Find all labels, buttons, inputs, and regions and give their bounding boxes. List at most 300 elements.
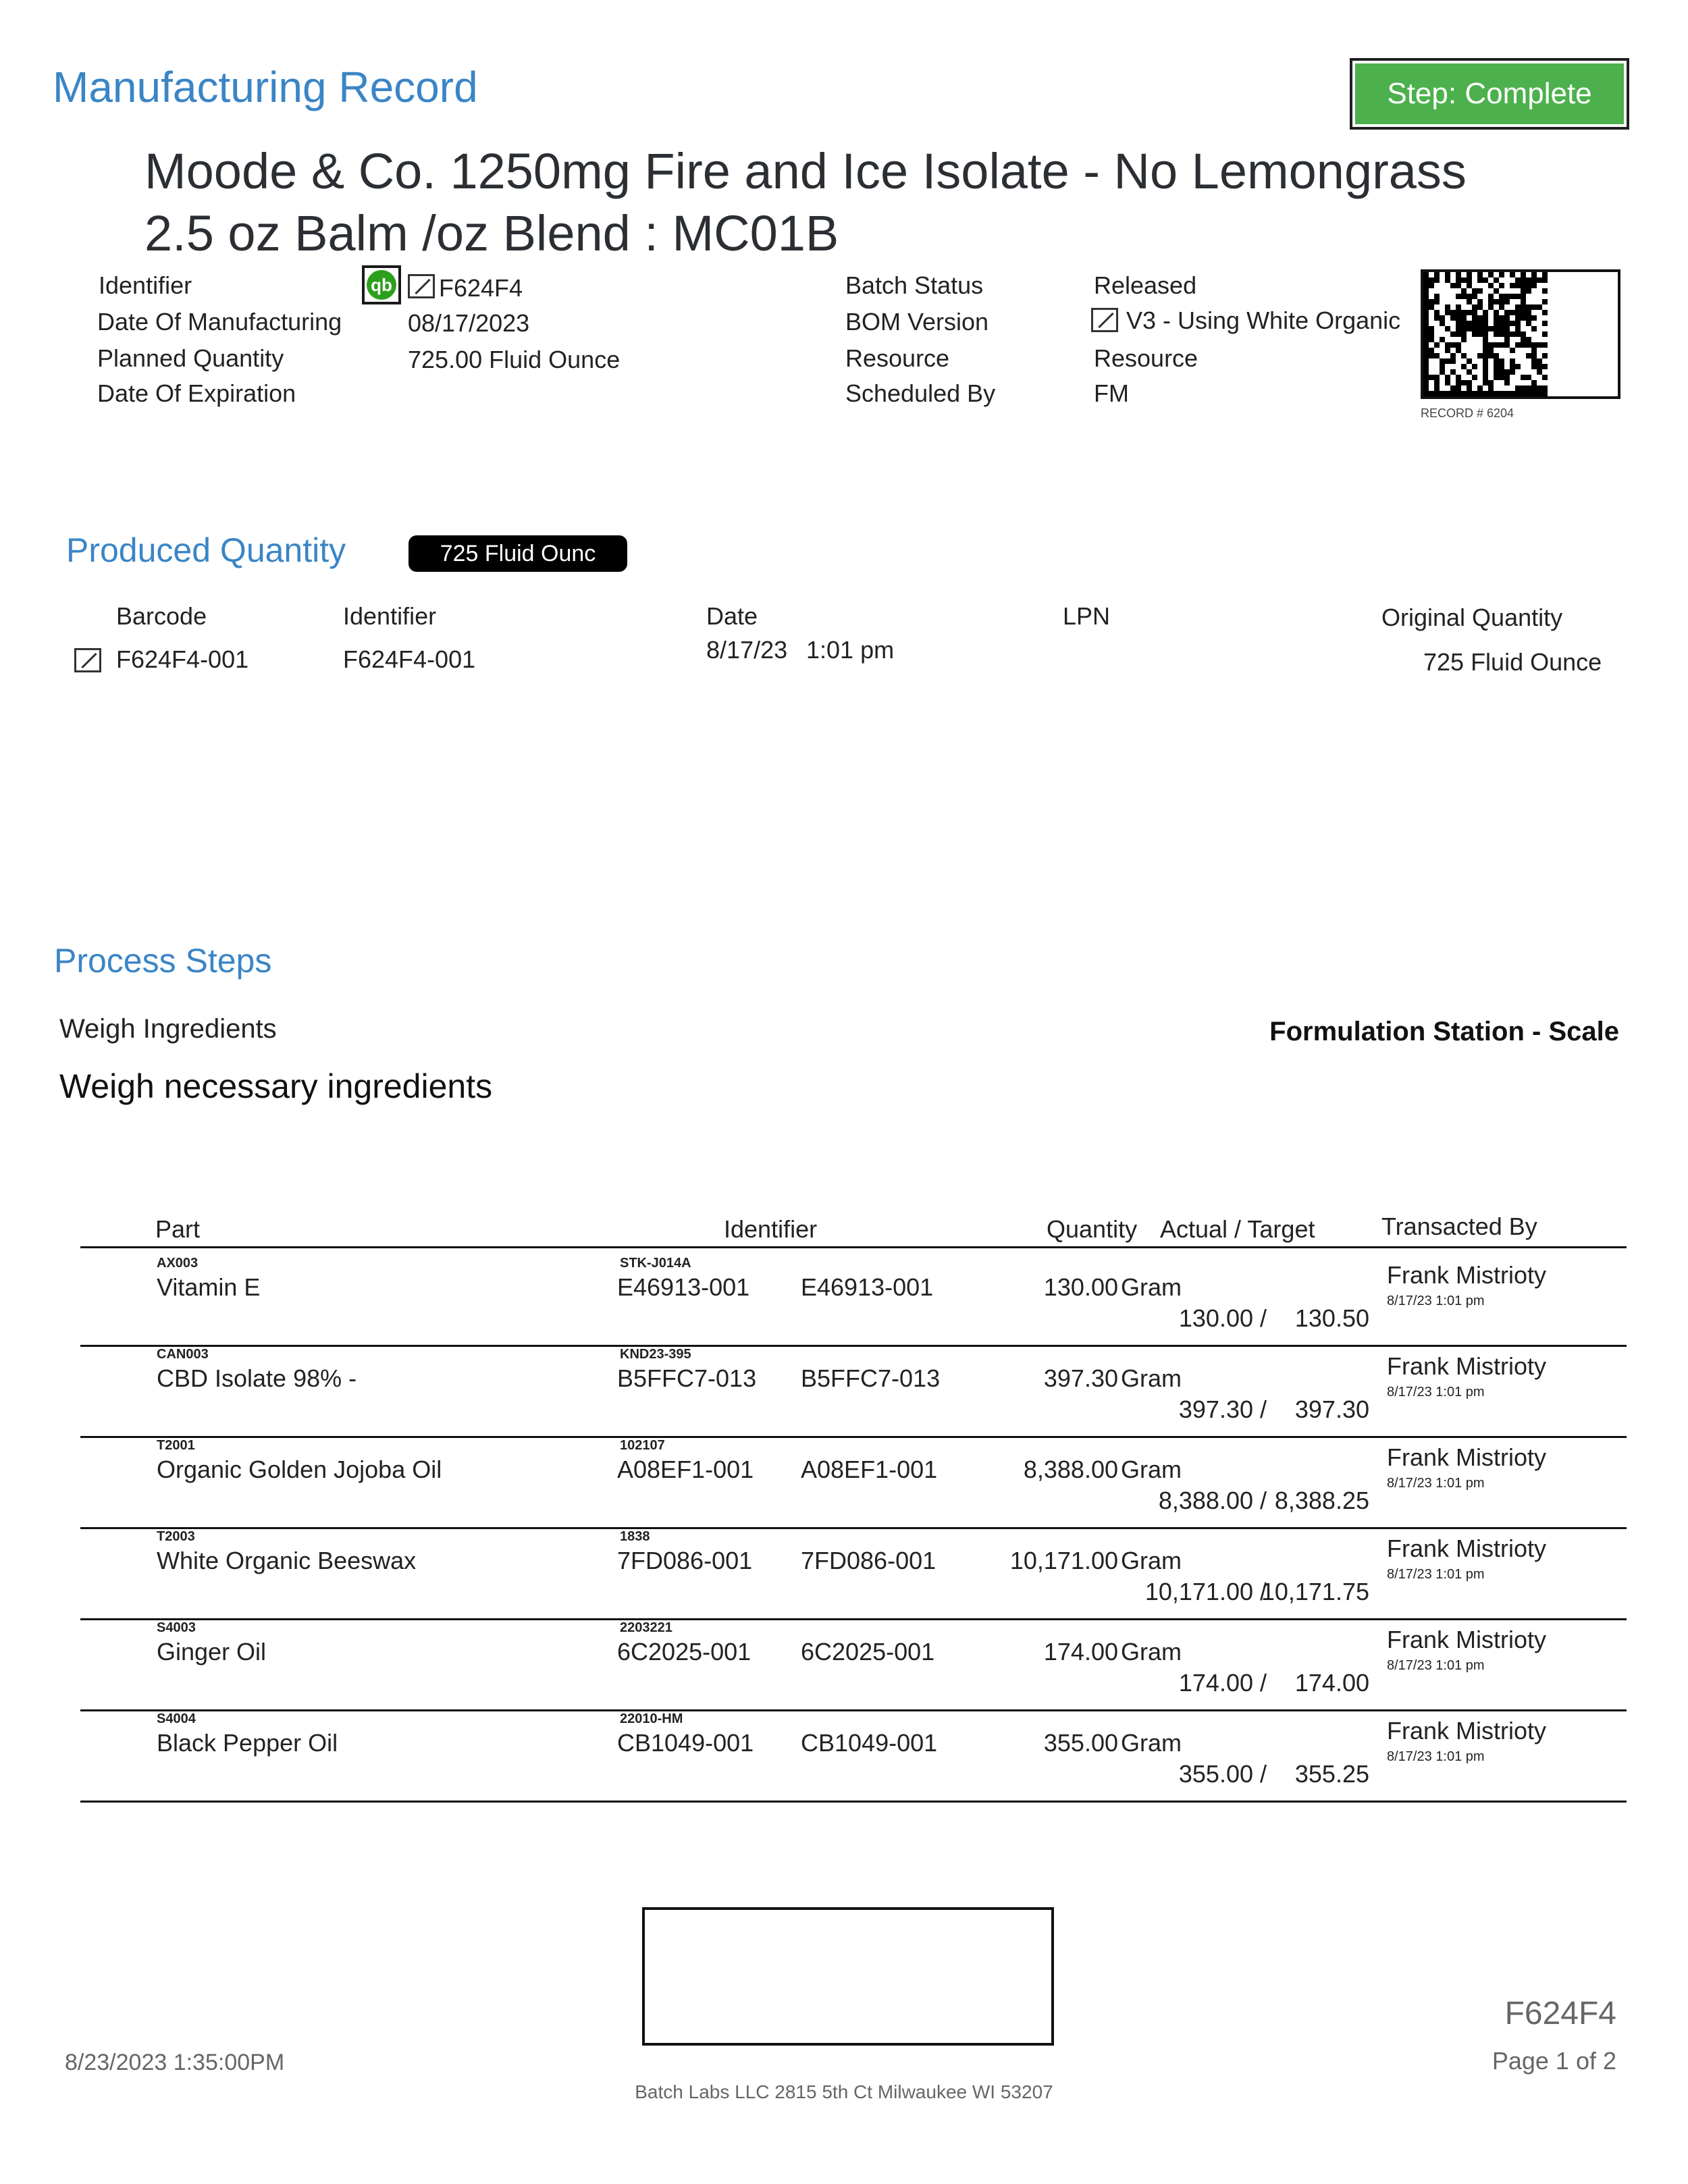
target-value: 10,171.75: [1261, 1578, 1369, 1605]
barcode-module: [1521, 294, 1526, 299]
produced-identifier: F624F4-001: [343, 645, 476, 673]
actual-value: 397.30 /: [1178, 1395, 1267, 1423]
barcode-module: [1510, 391, 1515, 396]
barcode-module: [1488, 299, 1494, 304]
barcode-module: [1423, 272, 1429, 277]
barcode-module: [1467, 385, 1472, 391]
barcode-module: [1494, 326, 1499, 331]
barcode-module: [1488, 391, 1494, 396]
barcode-module: [1477, 288, 1483, 294]
station-name: Formulation Station - Scale: [1269, 1017, 1619, 1046]
barcode-module: [1499, 304, 1504, 310]
barcode-module: [1499, 391, 1504, 396]
col-ing-identifier: Identifier: [724, 1215, 818, 1243]
barcode-module: [1429, 283, 1434, 288]
transacted-by-user: Frank Mistrioty: [1387, 1261, 1547, 1289]
barcode-module: [1499, 369, 1504, 375]
barcode-module: [1526, 337, 1531, 342]
barcode-module: [1461, 391, 1467, 396]
barcode-module: [1494, 375, 1499, 380]
barcode-module: [1472, 310, 1477, 315]
actual-value: 8,388.00 /: [1158, 1487, 1267, 1514]
barcode-module: [1494, 299, 1499, 304]
part-code: T2001: [157, 1438, 195, 1453]
part-name: Ginger Oil: [157, 1638, 267, 1666]
barcode-module: [1510, 364, 1515, 369]
barcode-module: [1515, 277, 1521, 283]
barcode-module: [1461, 353, 1467, 358]
barcode-module: [1510, 321, 1515, 326]
barcode-module: [1531, 385, 1537, 391]
barcode-module: [1450, 331, 1456, 337]
target-value: 8,388.25: [1274, 1487, 1369, 1514]
barcode-module: [1494, 358, 1499, 364]
barcode-module: [1515, 304, 1521, 310]
barcode-module: [1521, 375, 1526, 380]
date-mfg-label: Date Of Manufacturing: [97, 308, 342, 336]
barcode-module: [1531, 358, 1537, 364]
barcode-module: [1483, 369, 1488, 375]
barcode-module: [1467, 326, 1472, 331]
barcode-module: [1515, 283, 1521, 288]
barcode-module: [1521, 304, 1526, 310]
barcode-module: [1531, 380, 1537, 385]
barcode-module: [1499, 331, 1504, 337]
barcode-module: [1494, 353, 1499, 358]
external-link-icon[interactable]: [408, 274, 435, 298]
barcode-module: [1526, 342, 1531, 348]
barcode-module: [1456, 375, 1461, 380]
barcode-module: [1515, 385, 1521, 391]
barcode-module: [1483, 380, 1488, 385]
bom-version-value: V3 - Using White Organic: [1126, 307, 1401, 334]
barcode-module: [1477, 326, 1483, 331]
barcode-module: [1456, 294, 1461, 299]
barcode-module: [1515, 391, 1521, 396]
barcode-module: [1499, 358, 1504, 364]
transacted-at: 8/17/23 1:01 pm: [1387, 1749, 1485, 1764]
col-transacted-by: Transacted By: [1381, 1213, 1537, 1240]
quantity-value: 355.00: [1043, 1729, 1118, 1757]
barcode-module: [1526, 310, 1531, 315]
barcode-module: [1461, 315, 1467, 321]
barcode-module: [1456, 380, 1461, 385]
barcode-module: [1434, 375, 1440, 380]
barcode-module: [1488, 294, 1494, 299]
col-original-quantity: Original Quantity: [1381, 604, 1563, 631]
barcode-module: [1488, 380, 1494, 385]
barcode-module: [1504, 380, 1510, 385]
footer-page-number: Page 1 of 2: [1492, 2047, 1616, 2075]
barcode-module: [1450, 385, 1456, 391]
barcode-module: [1537, 385, 1542, 391]
barcode-module: [1542, 310, 1548, 315]
barcode-module: [1537, 277, 1542, 283]
lot-number: KND23-395: [620, 1347, 691, 1362]
barcode-module: [1531, 277, 1537, 283]
barcode-module: [1499, 342, 1504, 348]
barcode-module: [1488, 348, 1494, 353]
barcode-module: [1467, 369, 1472, 375]
barcode-module: [1477, 272, 1483, 277]
barcode-module: [1423, 337, 1429, 342]
barcode-module: [1477, 315, 1483, 321]
barcode-module: [1542, 299, 1548, 304]
barcode-module: [1537, 358, 1542, 364]
barcode-module: [1488, 326, 1494, 331]
barcode-module: [1461, 277, 1467, 283]
part-code: AX003: [157, 1256, 199, 1271]
barcode-module: [1429, 331, 1434, 337]
quantity-unit: Gram: [1121, 1729, 1182, 1757]
target-value: 397.30: [1294, 1395, 1369, 1423]
barcode-module: [1429, 391, 1434, 396]
barcode-module: [1515, 310, 1521, 315]
product-title-line1: Moode & Co. 1250mg Fire and Ice Isolate - No Lemongrass: [144, 143, 1467, 199]
scheduled-by-label: Scheduled By: [845, 379, 996, 407]
barcode-module: [1499, 299, 1504, 304]
product-title: [144, 140, 1467, 265]
planned-qty-label: Planned Quantity: [97, 344, 284, 372]
row-divider: [80, 1618, 1627, 1620]
barcode-module: [1526, 315, 1531, 321]
barcode-module: [1515, 321, 1521, 326]
barcode-module: [1483, 375, 1488, 380]
barcode-module: [1531, 315, 1537, 321]
barcode-module: [1423, 321, 1429, 326]
barcode-module: [1450, 391, 1456, 396]
barcode-module: [1483, 364, 1488, 369]
barcode-module: [1434, 294, 1440, 299]
barcode-module: [1504, 342, 1510, 348]
target-value: 174.00: [1294, 1669, 1369, 1697]
barcode-module: [1494, 391, 1499, 396]
barcode-module: [1456, 331, 1461, 337]
barcode-module: [1450, 353, 1456, 358]
planned-qty-value: 725.00 Fluid Ounce: [408, 346, 621, 373]
part-name: White Organic Beeswax: [157, 1547, 417, 1574]
barcode-module: [1504, 294, 1510, 299]
barcode-module: [1440, 364, 1445, 369]
barcode-module: [1504, 299, 1510, 304]
barcode-module: [1477, 277, 1483, 283]
barcode-module: [1456, 342, 1461, 348]
target-value: 355.25: [1294, 1760, 1369, 1788]
barcode-module: [1531, 391, 1537, 396]
barcode-module: [1488, 342, 1494, 348]
col-date: Date: [706, 602, 758, 630]
barcode-module: [1542, 321, 1548, 326]
barcode-module: [1488, 283, 1494, 288]
actual-value: 10,171.00 /: [1144, 1578, 1267, 1605]
record-barcode-pattern: [1423, 272, 1548, 396]
barcode-module: [1461, 331, 1467, 337]
col-quantity: Quantity: [1047, 1215, 1138, 1243]
barcode-module: [1461, 326, 1467, 331]
barcode-module: [1521, 337, 1526, 342]
barcode-module: [1494, 288, 1499, 294]
barcode-module: [1542, 331, 1548, 337]
lot-number: 102107: [620, 1438, 665, 1453]
barcode-module: [1423, 353, 1429, 358]
barcode-module: [1450, 358, 1456, 364]
part-name: Vitamin E: [157, 1273, 261, 1301]
quantity-unit: Gram: [1121, 1273, 1182, 1301]
barcode-module: [1434, 380, 1440, 385]
part-code: S4003: [157, 1620, 196, 1635]
barcode-module: [1423, 294, 1429, 299]
product-title-line2: 2.5 oz Balm /oz Blend : MC01B: [144, 205, 839, 261]
barcode-module: [1423, 375, 1429, 380]
barcode-module: [1445, 380, 1450, 385]
identifier-secondary: A08EF1-001: [801, 1456, 938, 1483]
barcode-module: [1456, 277, 1461, 283]
quickbooks-icon[interactable]: [362, 265, 401, 304]
actual-value: 355.00 /: [1178, 1760, 1267, 1788]
barcode-module: [1472, 364, 1477, 369]
barcode-module: [1477, 321, 1483, 326]
identifier-secondary: CB1049-001: [801, 1729, 938, 1757]
barcode-module: [1515, 326, 1521, 331]
barcode-module: [1483, 277, 1488, 283]
barcode-module: [1472, 321, 1477, 326]
barcode-module: [1434, 315, 1440, 321]
transacted-by-user: Frank Mistrioty: [1387, 1626, 1547, 1653]
barcode-module: [1450, 283, 1456, 288]
transacted-by-user: Frank Mistrioty: [1387, 1717, 1547, 1744]
barcode-module: [1434, 353, 1440, 358]
actual-value: 174.00 /: [1178, 1669, 1267, 1697]
quantity-value: 174.00: [1043, 1638, 1118, 1666]
bom-version-label: BOM Version: [845, 308, 989, 336]
barcode-module: [1510, 369, 1515, 375]
quickbooks-icon-text: qb: [367, 270, 396, 300]
barcode-module: [1537, 364, 1542, 369]
barcode-module: [1423, 304, 1429, 310]
barcode-module: [1445, 304, 1450, 310]
identifier-secondary: 6C2025-001: [801, 1638, 935, 1666]
produced-date: 8/17/23: [706, 636, 788, 664]
barcode-module: [1456, 272, 1461, 277]
barcode-module: [1521, 277, 1526, 283]
col-actual-target: Actual / Target: [1160, 1215, 1315, 1243]
barcode-module: [1429, 348, 1434, 353]
barcode-module: [1423, 348, 1429, 353]
barcode-module: [1472, 294, 1477, 299]
process-steps-heading: Process Steps: [54, 942, 272, 980]
barcode-module: [1542, 288, 1548, 294]
barcode-module: [1531, 348, 1537, 353]
barcode-module: [1542, 385, 1548, 391]
barcode-module: [1434, 391, 1440, 396]
barcode-module: [1521, 288, 1526, 294]
barcode-module: [1526, 304, 1531, 310]
batch-status-label: Batch Status: [845, 271, 984, 299]
barcode-module: [1440, 337, 1445, 342]
barcode-module: [1429, 337, 1434, 342]
barcode-module: [1504, 321, 1510, 326]
barcode-module: [1423, 277, 1429, 283]
identifier-primary: A08EF1-001: [617, 1456, 754, 1483]
barcode-module: [1526, 283, 1531, 288]
barcode-module: [1483, 358, 1488, 364]
barcode-module: [1423, 310, 1429, 315]
identifier-label: Identifier: [99, 271, 192, 299]
identifier-primary: 6C2025-001: [617, 1638, 751, 1666]
row-divider: [80, 1527, 1627, 1529]
barcode-module: [1499, 272, 1504, 277]
barcode-module: [1456, 315, 1461, 321]
barcode-module: [1515, 331, 1521, 337]
barcode-module: [1434, 310, 1440, 315]
barcode-module: [1521, 272, 1526, 277]
quantity-unit: Gram: [1121, 1364, 1182, 1392]
barcode-module: [1483, 348, 1488, 353]
barcode-module: [1445, 375, 1450, 380]
bom-link-icon[interactable]: [1091, 308, 1118, 332]
barcode-module: [1494, 310, 1499, 315]
barcode-module: [1521, 391, 1526, 396]
barcode-module: [1461, 364, 1467, 369]
part-name: Black Pepper Oil: [157, 1729, 338, 1757]
barcode-module: [1521, 310, 1526, 315]
barcode-module: [1526, 375, 1531, 380]
barcode-module: [1542, 353, 1548, 358]
barcode-module: [1461, 380, 1467, 385]
barcode-module: [1542, 364, 1548, 369]
barcode-module: [1504, 337, 1510, 342]
footer-address: Batch Labs LLC 2815 5th Ct Milwaukee WI 53207: [635, 2081, 1053, 2102]
barcode-module: [1542, 342, 1548, 348]
barcode-module: [1440, 315, 1445, 321]
barcode-module: [1531, 353, 1537, 358]
barcode-module: [1445, 310, 1450, 315]
barcode-module: [1467, 272, 1472, 277]
barcode-module: [1504, 375, 1510, 380]
barcode-module: [1483, 326, 1488, 331]
barcode-module: [1461, 321, 1467, 326]
barcode-module: [1423, 326, 1429, 331]
barcode-module: [1456, 385, 1461, 391]
barcode-module: [1472, 331, 1477, 337]
barcode-module: [1488, 272, 1494, 277]
barcode-module: [1467, 358, 1472, 364]
record-number: RECORD # 6204: [1421, 406, 1514, 420]
barcode-module: [1445, 391, 1450, 396]
barcode-module: [1467, 299, 1472, 304]
lot-number: 1838: [620, 1529, 650, 1544]
transacted-at: 8/17/23 1:01 pm: [1387, 1294, 1485, 1308]
barcode-module: [1537, 304, 1542, 310]
quantity-value: 397.30: [1043, 1364, 1118, 1392]
barcode-module: [1542, 375, 1548, 380]
quantity-unit: Gram: [1121, 1638, 1182, 1666]
identifier-primary: B5FFC7-013: [617, 1364, 757, 1392]
barcode-module: [1488, 353, 1494, 358]
produced-barcode-link-icon[interactable]: [74, 648, 101, 672]
row-divider: [80, 1709, 1627, 1711]
barcode-module: [1531, 326, 1537, 331]
barcode-module: [1477, 391, 1483, 396]
barcode-module: [1526, 385, 1531, 391]
barcode-module: [1510, 358, 1515, 364]
col-barcode: Barcode: [116, 602, 207, 630]
step-status-button[interactable]: [1350, 58, 1629, 130]
barcode-module: [1472, 288, 1477, 294]
barcode-module: [1483, 337, 1488, 342]
barcode-module: [1499, 364, 1504, 369]
produced-quantity-pill: 725 Fluid Ounc: [408, 535, 627, 572]
barcode-module: [1515, 342, 1521, 348]
barcode-module: [1467, 294, 1472, 299]
identifier-primary: CB1049-001: [617, 1729, 754, 1757]
barcode-module: [1499, 283, 1504, 288]
transacted-at: 8/17/23 1:01 pm: [1387, 1658, 1485, 1673]
barcode-module: [1504, 315, 1510, 321]
barcode-module: [1456, 391, 1461, 396]
barcode-module: [1472, 391, 1477, 396]
part-code: S4004: [157, 1711, 196, 1726]
barcode-module: [1445, 348, 1450, 353]
barcode-module: [1434, 385, 1440, 391]
barcode-module: [1488, 385, 1494, 391]
produced-time: 1:01 pm: [806, 636, 895, 664]
barcode-module: [1423, 315, 1429, 321]
quantity-unit: Gram: [1121, 1456, 1182, 1483]
barcode-module: [1434, 272, 1440, 277]
barcode-module: [1499, 294, 1504, 299]
document-title: Manufacturing Record: [53, 63, 478, 111]
col-part: Part: [155, 1215, 201, 1243]
target-value: 130.50: [1294, 1304, 1369, 1332]
barcode-module: [1494, 315, 1499, 321]
quantity-unit: Gram: [1121, 1547, 1182, 1574]
barcode-module: [1429, 375, 1434, 380]
barcode-module: [1499, 315, 1504, 321]
barcode-module: [1461, 294, 1467, 299]
barcode-module: [1494, 364, 1499, 369]
signature-box[interactable]: [642, 1907, 1054, 2046]
barcode-module: [1494, 331, 1499, 337]
barcode-module: [1440, 391, 1445, 396]
barcode-module: [1504, 326, 1510, 331]
barcode-module: [1510, 331, 1515, 337]
barcode-module: [1445, 277, 1450, 283]
quantity-value: 10,171.00: [1009, 1547, 1118, 1574]
barcode-module: [1504, 369, 1510, 375]
scheduled-by-value: FM: [1094, 379, 1129, 407]
barcode-module: [1499, 321, 1504, 326]
col-identifier: Identifier: [343, 602, 437, 630]
barcode-module: [1472, 375, 1477, 380]
barcode-module: [1477, 385, 1483, 391]
barcode-module: [1423, 358, 1429, 364]
barcode-module: [1472, 304, 1477, 310]
barcode-module: [1423, 342, 1429, 348]
footer-print-date: 8/23/2023 1:35:00PM: [65, 2050, 285, 2075]
barcode-module: [1445, 326, 1450, 331]
batch-status-value: Released: [1094, 271, 1197, 299]
barcode-module: [1510, 294, 1515, 299]
table-header-rule: [80, 1246, 1627, 1248]
barcode-module: [1521, 299, 1526, 304]
barcode-module: [1429, 326, 1434, 331]
barcode-module: [1521, 342, 1526, 348]
barcode-module: [1423, 364, 1429, 369]
barcode-module: [1456, 304, 1461, 310]
barcode-module: [1445, 272, 1450, 277]
barcode-module: [1429, 299, 1434, 304]
